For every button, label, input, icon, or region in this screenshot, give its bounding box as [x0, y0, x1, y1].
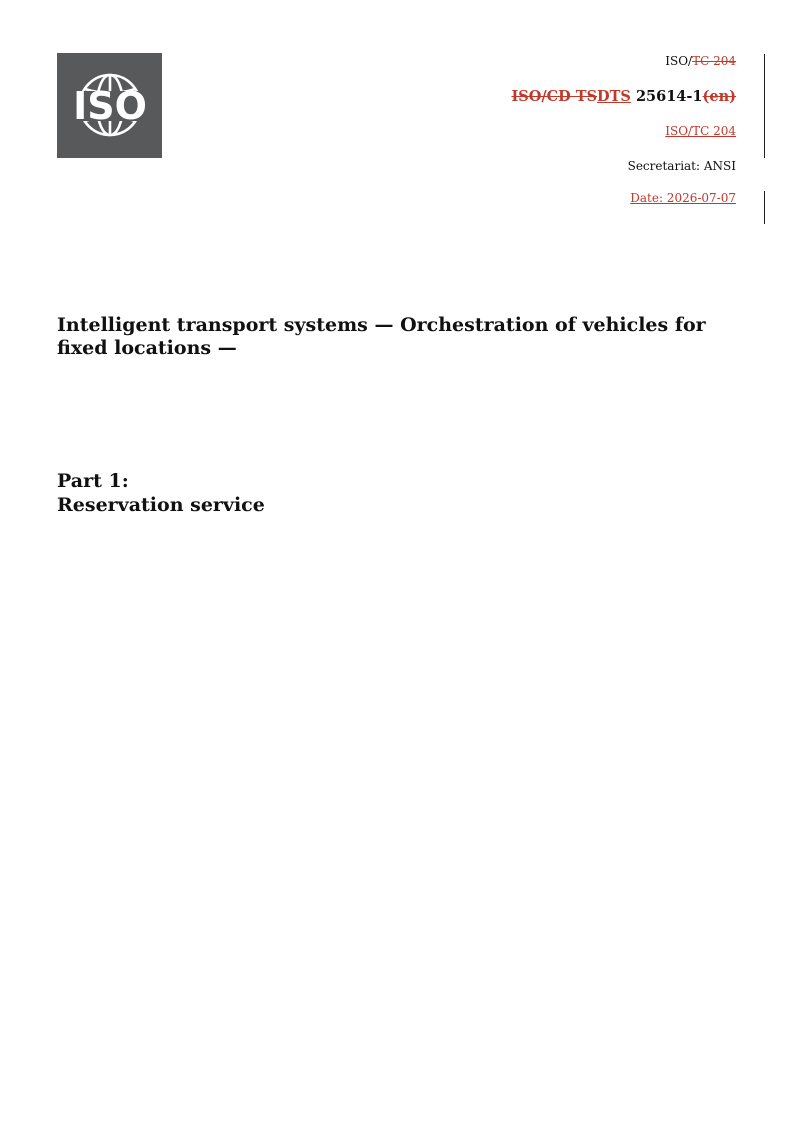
logo-text: ISO	[73, 84, 147, 128]
part-label: Part 1:	[57, 470, 129, 492]
committee-line	[665, 54, 736, 68]
part-heading	[57, 469, 737, 517]
secretariat	[628, 159, 736, 173]
docref-inserted-stage: DTS	[597, 88, 631, 105]
iso-logo	[57, 53, 162, 158]
secretariat-text: Secretariat: ANSI	[627, 159, 736, 173]
document-reference	[511, 88, 736, 105]
document-title: Intelligent transport systems — Orchestration of vehicles for fixed locations —	[57, 314, 706, 359]
change-bar	[764, 54, 765, 158]
committee-deleted: TC 204	[692, 54, 736, 68]
docref-deleted-prefix: ISO/CD TS	[511, 88, 598, 105]
date-inserted: Date: 2026-07-07	[630, 191, 736, 205]
change-bar	[764, 191, 765, 224]
technical-committee	[665, 124, 736, 138]
docref-number: 25614-1	[630, 88, 703, 105]
document-date	[630, 191, 736, 205]
tc-inserted: ISO/TC 204	[665, 124, 736, 138]
part-name: Reservation service	[57, 494, 265, 516]
committee-prefix: ISO/	[665, 54, 693, 68]
docref-deleted-suffix: (en)	[702, 88, 736, 105]
